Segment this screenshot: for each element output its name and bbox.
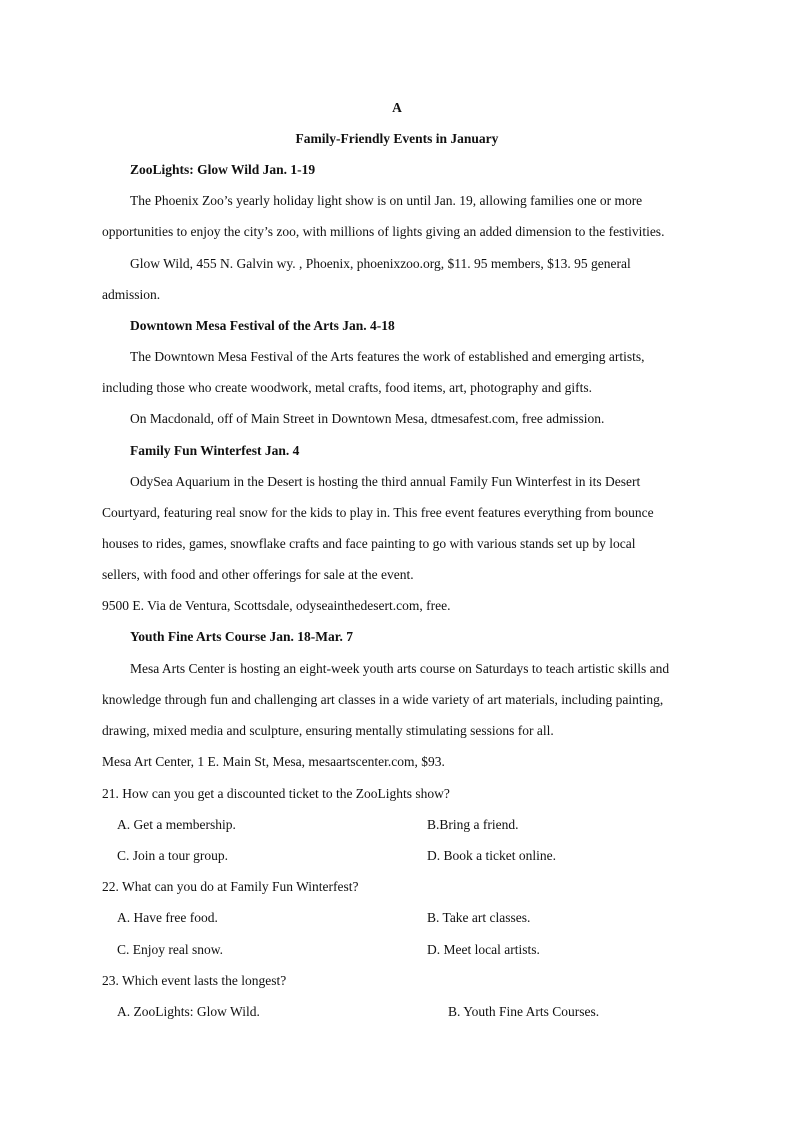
event-info-line: Glow Wild, 455 N. Galvin wy. , Phoenix, phoenixzoo.org, $11. 95 members, $13. 95 general: [130, 256, 631, 271]
event-heading: ZooLights: Glow Wild Jan. 1-19: [130, 162, 316, 177]
event-info-line: Mesa Art Center, 1 E. Main St, Mesa, mesaartscenter.com, $93.: [102, 754, 445, 769]
event-description-line: OdySea Aquarium in the Desert is hosting the third annual Family Fun Winterfest in its Desert: [130, 474, 641, 489]
answer-option: C. Join a tour group.: [117, 848, 228, 863]
event-description-line: houses to rides, games, snowflake crafts and face painting to go with various stands set up by local: [102, 536, 636, 551]
question-stem: 22. What can you do at Family Fun Winterfest?: [102, 879, 359, 894]
event-description-line: knowledge through fun and challenging art classes in a wide variety of art materials, including painting,: [102, 692, 664, 707]
event-description-line: opportunities to enjoy the city’s zoo, with millions of lights giving an added dimension to the festivities.: [102, 224, 665, 239]
page-title: Family-Friendly Events in January: [295, 131, 499, 146]
answer-option: A. ZooLights: Glow Wild.: [117, 1004, 260, 1019]
event-description-line: including those who create woodwork, metal crafts, food items, art, photography and gifts.: [102, 380, 593, 395]
event-description-line: The Downtown Mesa Festival of the Arts features the work of established and emerging artists,: [130, 349, 645, 364]
answer-option: C. Enjoy real snow.: [117, 942, 223, 957]
question-stem: 21. How can you get a discounted ticket to the ZooLights show?: [102, 786, 450, 801]
event-info-line: admission.: [102, 287, 161, 302]
event-description-line: sellers, with food and other offerings for sale at the event.: [102, 567, 414, 582]
question-stem: 23. Which event lasts the longest?: [102, 973, 287, 988]
event-info-line: On Macdonald, off of Main Street in Downtown Mesa, dtmesafest.com, free admission.: [130, 411, 605, 426]
answer-option: B. Youth Fine Arts Courses.: [448, 1004, 600, 1019]
answer-option: D. Meet local artists.: [427, 942, 540, 957]
event-description-line: Mesa Arts Center is hosting an eight-week youth arts course on Saturdays to teach artistic skills and: [130, 661, 670, 676]
event-description-line: drawing, mixed media and sculpture, ensuring mentally stimulating sessions for all.: [102, 723, 554, 738]
answer-option: D. Book a ticket online.: [427, 848, 556, 863]
answer-option: A. Have free food.: [117, 910, 218, 925]
event-description-line: The Phoenix Zoo’s yearly holiday light show is on until Jan. 19, allowing families one or more: [130, 193, 643, 208]
answer-option: B. Take art classes.: [427, 910, 531, 925]
event-heading: Family Fun Winterfest Jan. 4: [130, 443, 300, 458]
answer-option: A. Get a membership.: [117, 817, 236, 832]
answer-option: B.Bring a friend.: [427, 817, 519, 832]
event-info-line: 9500 E. Via de Ventura, Scottsdale, odyseainthedesert.com, free.: [102, 598, 451, 613]
section-letter: A: [392, 100, 402, 115]
event-heading: Downtown Mesa Festival of the Arts Jan. 4-18: [130, 318, 395, 333]
event-description-line: Courtyard, featuring real snow for the kids to play in. This free event features everything from bounce: [102, 505, 654, 520]
event-heading: Youth Fine Arts Course Jan. 18-Mar. 7: [130, 629, 354, 644]
